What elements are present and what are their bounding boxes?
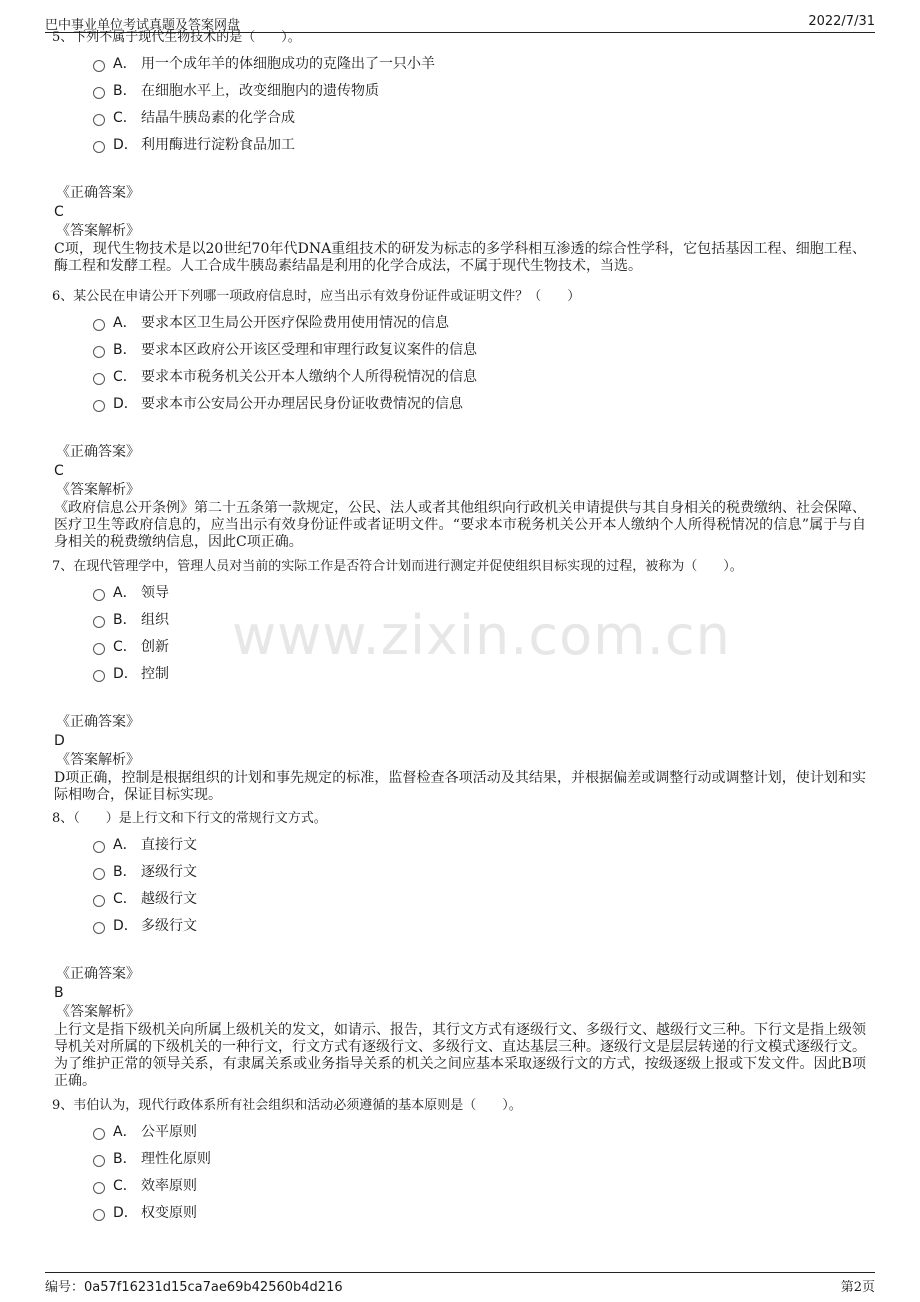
option-c[interactable]: C． 要求本市税务机关公开本人缴纳个人所得税情况的信息: [52, 367, 872, 394]
analysis-text: 《政府信息公开条例》第二十五条第一款规定，公民、法人或者其他组织向行政机关申请提供与其自身相关的税费缴纳、社会保障、医疗卫生等政府信息的，应当出示有效身份证件或者证明文件。“要求本市税务机关公开本人缴纳个人所得税情况的信息”属于与自身相关的税费缴纳信息，因此C项正确。: [54, 500, 866, 550]
radio-icon[interactable]: [93, 400, 105, 412]
question-7: [52, 557, 872, 804]
radio-icon[interactable]: [93, 895, 105, 907]
option-b[interactable]: B． 组织: [52, 610, 872, 637]
page-number: 第2页: [840, 1280, 875, 1295]
radio-icon[interactable]: [93, 87, 105, 99]
question-stem: 6、某公民在申请公开下列哪一项政府信息时，应当出示有效身份证件或证明文件？（ ）: [52, 289, 581, 304]
watermark: www.zixin.com.cn: [232, 604, 731, 667]
answer-value: C: [54, 463, 64, 479]
question-stem: 8、（ ）是上行文和下行文的常规行文方式。: [52, 811, 327, 826]
option-b[interactable]: B． 理性化原则: [52, 1149, 872, 1176]
question-6: [52, 287, 872, 551]
option-a[interactable]: A． 直接行文: [52, 835, 872, 862]
analysis-text: 上行文是指下级机关向所属上级机关的发文，如请示、报告，其行文方式有逐级行文、多级行文、越级行文三种。下行文是指上级领导机关对所属的下级机关的一种行文，行文方式有逐级行文、多级行文、直达基层三种。逐级行文是层层转递的行文模式逐级行文。为了维护正常的领导关系，有隶属关系或业务指导关系的机关之间应基本采取逐级行文的方式，按级逐级上报或下发文件。因此B项正确。: [54, 1022, 866, 1089]
answer-heading: 《正确答案》: [56, 185, 140, 201]
radio-icon[interactable]: [93, 1128, 105, 1140]
radio-icon[interactable]: [93, 319, 105, 331]
option-c[interactable]: C． 结晶牛胰岛素的化学合成: [52, 108, 872, 135]
radio-icon[interactable]: [93, 670, 105, 682]
radio-icon[interactable]: [93, 616, 105, 628]
option-d[interactable]: D． 利用酶进行淀粉食品加工: [52, 135, 872, 162]
radio-icon[interactable]: [93, 114, 105, 126]
answer-heading: 《正确答案》: [56, 714, 140, 730]
radio-icon[interactable]: [93, 1155, 105, 1167]
question-8: [52, 809, 872, 1090]
radio-icon[interactable]: [93, 922, 105, 934]
document-date: 2022/7/31: [808, 14, 875, 29]
option-a[interactable]: A． 用一个成年羊的体细胞成功的克隆出了一只小羊: [52, 54, 872, 81]
answer-value: C: [54, 204, 64, 220]
option-d[interactable]: D． 多级行文: [52, 916, 872, 943]
option-c[interactable]: C． 越级行文: [52, 889, 872, 916]
radio-icon[interactable]: [93, 346, 105, 358]
question-stem: 9、韦伯认为，现代行政体系所有社会组织和活动必须遵循的基本原则是（ ）。: [52, 1098, 522, 1113]
question-9: [52, 1096, 872, 1230]
option-b[interactable]: B． 要求本区政府公开该区受理和审理行政复议案件的信息: [52, 340, 872, 367]
document-code: 编号：0a57f16231d15ca7ae69b42560b4d216: [45, 1280, 343, 1295]
answer-heading: 《正确答案》: [56, 966, 140, 982]
option-d[interactable]: D． 控制: [52, 664, 872, 691]
option-c[interactable]: C． 创新: [52, 637, 872, 664]
analysis-heading: 《答案解析》: [56, 1004, 140, 1020]
radio-icon[interactable]: [93, 589, 105, 601]
option-b[interactable]: B． 在细胞水平上，改变细胞内的遗传物质: [52, 81, 872, 108]
option-a[interactable]: A． 领导: [52, 583, 872, 610]
radio-icon[interactable]: [93, 841, 105, 853]
radio-icon[interactable]: [93, 60, 105, 72]
option-a[interactable]: A． 要求本区卫生局公开医疗保险费用使用情况的信息: [52, 313, 872, 340]
radio-icon[interactable]: [93, 1209, 105, 1221]
option-a[interactable]: A． 公平原则: [52, 1122, 872, 1149]
analysis-text: C项，现代生物技术是以20世纪70年代DNA重组技术的研发为标志的多学科相互渗透的综合性学科，它包括基因工程、细胞工程、酶工程和发酵工程。人工合成牛胰岛素结晶是利用的化学合成法，不属于现代生物技术，当选。: [54, 241, 866, 274]
option-d[interactable]: D． 要求本市公安局公开办理居民身份证收费情况的信息: [52, 394, 872, 421]
analysis-text: D项正确，控制是根据组织的计划和事先规定的标准，监督检查各项活动及其结果，并根据偏差或调整行动或调整计划，使计划和实际相吻合，保证目标实现。: [54, 770, 866, 803]
document-title: 巴中事业单位考试真题及答案网盘: [45, 18, 241, 33]
radio-icon[interactable]: [93, 643, 105, 655]
analysis-heading: 《答案解析》: [56, 752, 140, 768]
answer-value: B: [54, 985, 64, 1001]
question-5: [52, 28, 872, 275]
question-stem: 7、在现代管理学中，管理人员对当前的实际工作是否符合计划而进行测定并促使组织目标实现的过程，被称为（ ）。: [52, 559, 743, 574]
analysis-heading: 《答案解析》: [56, 482, 140, 498]
radio-icon[interactable]: [93, 1182, 105, 1194]
page-footer: [45, 1272, 875, 1295]
answer-heading: 《正确答案》: [56, 444, 140, 460]
answer-value: D: [54, 733, 65, 749]
radio-icon[interactable]: [93, 141, 105, 153]
radio-icon[interactable]: [93, 868, 105, 880]
option-d[interactable]: D． 权变原则: [52, 1203, 872, 1230]
question-stem: 5、下列不属于现代生物技术的是（ ）。: [52, 30, 301, 45]
option-c[interactable]: C． 效率原则: [52, 1176, 872, 1203]
radio-icon[interactable]: [93, 373, 105, 385]
option-b[interactable]: B． 逐级行文: [52, 862, 872, 889]
analysis-heading: 《答案解析》: [56, 223, 140, 239]
